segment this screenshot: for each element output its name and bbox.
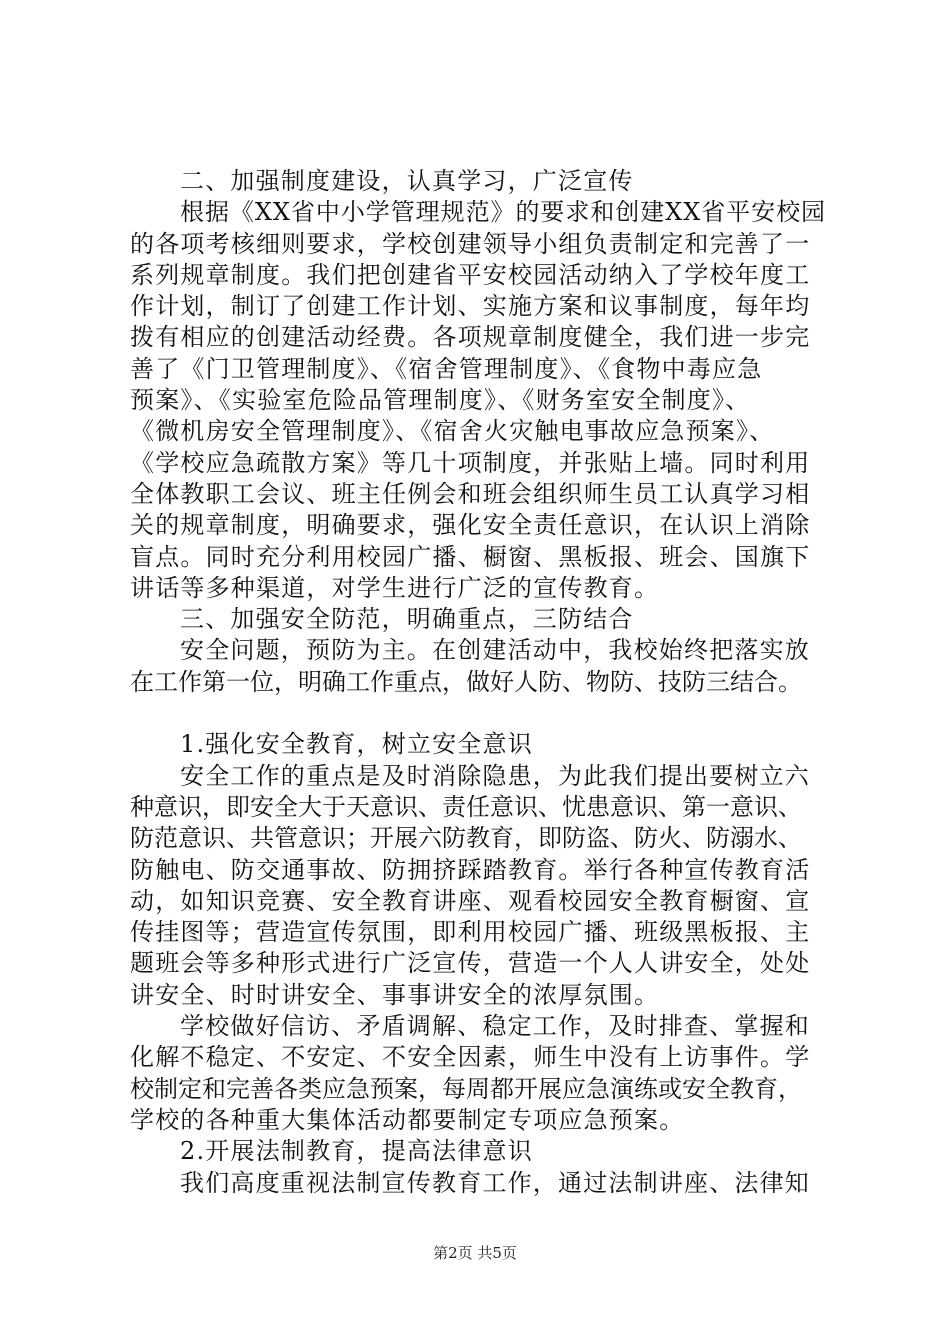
text-line: 题班会等多种形式进行广泛宣传，营造一个人人讲安全，处处	[130, 949, 811, 978]
text-line: 根据《XX省中小学管理规范》的要求和创建XX省平安校园	[180, 198, 826, 227]
text-line: 1.强化安全教育，树立安全意识	[180, 730, 533, 759]
text-line: 安全工作的重点是及时消除隐患，为此我们提出要树立六	[180, 761, 810, 790]
text-line: 盲点。同时充分利用校园广播、橱窗、黑板报、班会、国旗下	[130, 542, 811, 571]
text-line: 传挂图等；营造宣传氛围，即利用校园广播、班级黑板报、主	[130, 918, 811, 947]
text-line: 化解不稳定、不安定、不安全因素，师生中没有上访事件。学	[130, 1043, 811, 1072]
text-line: 作计划，制订了创建工作计划、实施方案和议事制度，每年均	[130, 292, 811, 321]
text-line: 防范意识、共管意识；开展六防教育，即防盗、防火、防溺水、	[130, 824, 802, 853]
text-line: 《学校应急疏散方案》等几十项制度，并张贴上墙。同时利用	[130, 448, 811, 477]
text-line: 在工作第一位，明确工作重点，做好人防、物防、技防三结合。	[130, 667, 802, 696]
text-line: 防触电、防交通事故、防拥挤踩踏教育。举行各种宣传教育活	[130, 855, 811, 884]
paragraph-gap	[130, 698, 830, 729]
text-line: 系列规章制度。我们把创建省平安校园活动纳入了学校年度工	[130, 260, 811, 289]
text-line: 校制定和完善各类应急预案，每周都开展应急演练或安全教育，	[130, 1074, 802, 1103]
text-line: 善了《门卫管理制度》、《宿舍管理制度》、《食物中毒应急	[130, 354, 763, 383]
document-body	[130, 166, 830, 1199]
text-line: 学校的各种重大集体活动都要制定专项应急预案。	[130, 1105, 685, 1134]
text-line: 关的规章制度，明确要求，强化安全责任意识，在认识上消除	[130, 511, 811, 540]
text-line: 讲安全、时时讲安全、事事讲安全的浓厚氛围。	[130, 980, 660, 1009]
text-line: 预案》、《实验室危险品管理制度》、《财务室安全制度》、	[130, 386, 751, 415]
text-line: 动，如知识竞赛、安全教育讲座、观看校园安全教育橱窗、宣	[130, 886, 811, 915]
text-line: 三、加强安全防范，明确重点，三防结合	[180, 605, 634, 634]
text-line: 2.开展法制教育，提高法律意识	[180, 1137, 533, 1166]
text-line: 全体教职工会议、班主任例会和班会组织师生员工认真学习相	[130, 479, 811, 508]
text-line: 讲话等多种渠道，对学生进行广泛的宣传教育。	[130, 573, 660, 602]
text-line: 二、加强制度建设，认真学习，广泛宣传	[180, 167, 634, 195]
page-footer: 第2页 共5页	[433, 1244, 517, 1262]
text-line: 拨有相应的创建活动经费。各项规章制度健全，我们进一步完	[130, 323, 811, 352]
text-line: 的各项考核细则要求，学校创建领导小组负责制定和完善了一	[130, 229, 811, 258]
text-line: 我们高度重视法制宣传教育工作，通过法制讲座、法律知	[180, 1168, 810, 1197]
text-line: 《微机房安全管理制度》、《宿舍火灾触电事故应急预案》、	[130, 417, 775, 446]
text-line: 学校做好信访、矛盾调解、稳定工作，及时排查、掌握和	[180, 1012, 810, 1041]
text-line: 种意识，即安全大于天意识、责任意识、忧患意识、第一意识、	[130, 792, 802, 821]
text-line: 安全问题，预防为主。在创建活动中，我校始终把落实放	[180, 636, 810, 665]
